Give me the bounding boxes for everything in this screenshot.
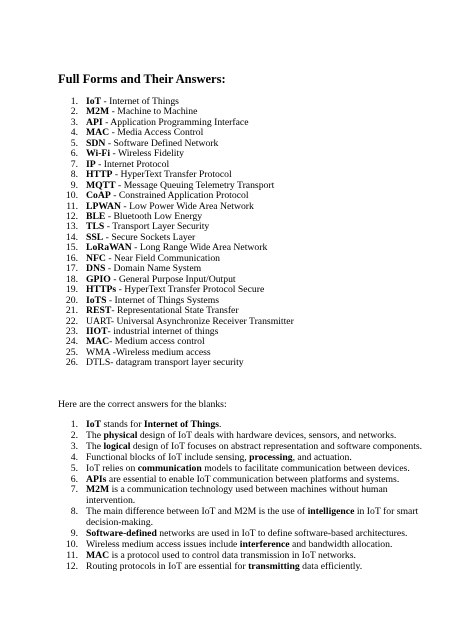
answer-keyword: IoT <box>86 419 102 430</box>
acronym-term: DNS <box>86 263 106 275</box>
expansion-text: Wireless Fidelity <box>117 148 185 160</box>
list-number: 23. <box>65 325 78 337</box>
list-number: 24. <box>65 336 78 348</box>
acronym-term: LoRaWAN <box>86 242 132 254</box>
answer-keyword: physical <box>103 429 138 441</box>
full-forms-heading: Full Forms and Their Answers: <box>58 72 226 86</box>
answer-text: design of IoT deals with hardware devices, sensors, and networks. <box>137 429 397 441</box>
expansion-text: WMA -Wireless medium access <box>86 346 211 358</box>
list-number: 5. <box>70 137 78 149</box>
expansion-text: Application Programming Interface <box>110 116 249 128</box>
expansion-text: Software Defined Network <box>113 137 219 149</box>
expansion-text: General Purpose Input/Output <box>118 273 236 285</box>
answer-text: Functional blocks of IoT include sensing, <box>86 451 250 463</box>
separator: - <box>109 127 118 139</box>
expansion-text: Secure Sockets Layer <box>111 231 196 243</box>
list-number: 8. <box>70 506 78 518</box>
list-number: 3. <box>70 440 78 452</box>
list-number: 2. <box>70 106 78 118</box>
list-number: 2. <box>70 429 78 441</box>
answer-item <box>58 507 428 529</box>
expansion-text: Message Queuing Telemetry Transport <box>123 179 275 191</box>
acronym-term: CoAP <box>86 190 111 202</box>
acronym-term: LPWAN <box>86 200 121 212</box>
answer-keyword: communication <box>137 462 202 474</box>
expansion-text: Transport Layer Security <box>112 221 210 233</box>
answer-text: in IoT for smart decision-making. <box>86 506 419 529</box>
list-number: 22. <box>65 315 78 327</box>
list-number: 25. <box>65 346 78 358</box>
separator: - <box>102 116 111 128</box>
acronym-term: GPIO <box>86 273 111 285</box>
list-number: 9. <box>70 179 78 191</box>
separator: - <box>115 179 124 191</box>
acronym-term: IP <box>86 158 96 170</box>
list-number: 26. <box>65 357 78 369</box>
answer-text: Wireless medium access issues include <box>86 538 240 550</box>
expansion-text: Near Field Communication <box>114 252 221 264</box>
expansion-text: Internet Protocol <box>103 158 170 170</box>
expansion-text: Medium access control <box>114 336 205 348</box>
list-number: 16. <box>65 252 78 264</box>
expansion-text: Bluetooth Low Energy <box>113 210 203 222</box>
answer-keyword: Software-defined <box>86 528 157 540</box>
expansion-text: Internet of Things <box>109 96 179 107</box>
answer-keyword: M2M <box>86 484 110 496</box>
expansion-text: Media Access Control <box>117 127 204 139</box>
answer-item <box>58 485 428 507</box>
acronym-term: Wi-Fi <box>86 148 111 160</box>
list-number: 8. <box>70 169 78 181</box>
list-number: 10. <box>65 190 78 202</box>
expansion-text: HyperText Transfer Protocol Secure <box>124 284 265 296</box>
list-number: 11. <box>66 200 78 212</box>
list-number: 14. <box>65 231 78 243</box>
acronym-term: REST <box>86 305 112 317</box>
answer-text: The <box>86 440 104 452</box>
separator: - <box>110 148 118 160</box>
list-number: 4. <box>70 451 78 463</box>
list-number: 7. <box>70 158 78 170</box>
separator: - <box>109 106 118 118</box>
answer-text: data efficiently. <box>299 560 363 572</box>
separator: - <box>105 252 114 264</box>
acronym-term: API <box>86 116 103 128</box>
list-number: 17. <box>65 263 78 275</box>
separator: - <box>116 284 125 296</box>
answer-text: is a communication technology used between machines without human intervention. <box>86 484 388 507</box>
answer-keyword: processing <box>249 451 293 463</box>
answer-item <box>58 562 428 573</box>
expansion-text: Constrained Application Protocol <box>118 190 249 202</box>
acronym-term: NFC <box>86 252 106 264</box>
list-number: 12. <box>65 210 78 222</box>
expansion-text: Long Range Wide Area Network <box>139 242 268 254</box>
list-number: 1. <box>70 419 78 430</box>
answer-text: IoT relies on <box>86 462 138 474</box>
answer-text: stands for <box>101 419 144 430</box>
acronym-term: M2M <box>86 106 110 118</box>
answer-text: The <box>86 429 104 441</box>
separator: - <box>106 294 115 306</box>
list-number: 19. <box>65 284 78 296</box>
separator: - <box>120 200 130 212</box>
list-number: 11. <box>66 549 78 561</box>
acronym-term: IoT <box>86 96 102 107</box>
acronym-term: SSL <box>86 231 104 243</box>
separator: - <box>110 190 119 202</box>
list-number: 21. <box>65 305 78 317</box>
separator: - <box>105 210 114 222</box>
separator: - <box>110 273 119 285</box>
expansion-text: DTLS- datagram transport layer security <box>86 357 244 369</box>
answer-keyword: logical <box>103 440 131 452</box>
separator: - <box>105 263 114 275</box>
list-number: 18. <box>65 273 78 285</box>
separator: - <box>109 336 115 348</box>
full-form-item <box>58 358 458 368</box>
expansion-text: HyperText Transfer Protocol <box>120 169 232 181</box>
separator: - <box>107 325 114 337</box>
acronym-term: HTTP <box>86 169 113 181</box>
acronym-term: SDN <box>86 137 106 149</box>
expansion-text: Machine to Machine <box>117 106 198 118</box>
list-number: 15. <box>65 242 78 254</box>
answer-text: models to facilitate communication between devices. <box>201 462 410 474</box>
acronym-term: IoTS <box>86 294 107 306</box>
answer-text: and bandwidth allocation. <box>289 538 393 550</box>
list-number: 1. <box>70 96 78 107</box>
expansion-text: industrial internet of things <box>113 325 219 337</box>
answers-list <box>58 420 428 573</box>
separator: - <box>104 221 113 233</box>
answer-text: , and actuation. <box>292 451 352 463</box>
answer-text: Routing protocols in IoT are essential for <box>86 560 249 572</box>
list-number: 10. <box>65 538 78 550</box>
answer-text: are essential to enable IoT communication between platforms and systems. <box>106 473 400 485</box>
answers-intro: Here are the correct answers for the blanks: <box>58 399 227 410</box>
answer-text: . <box>219 419 222 430</box>
answer-text: design of IoT focuses on abstract representation and software components. <box>130 440 423 452</box>
separator: - <box>103 231 112 243</box>
acronym-term: MQTT <box>86 179 116 191</box>
answer-keyword: APIs <box>86 473 107 485</box>
separator: - <box>95 158 104 170</box>
list-number: 20. <box>65 294 78 306</box>
list-number: 6. <box>70 148 78 160</box>
list-number: 6. <box>70 473 78 485</box>
list-number: 7. <box>70 484 78 496</box>
expansion-text: Representational State Transfer <box>116 305 239 317</box>
expansion-text: Internet of Things Systems <box>114 294 220 306</box>
answer-text: networks are used in IoT to define software-based architectures. <box>156 528 408 540</box>
answer-keyword: MAC <box>86 549 110 561</box>
acronym-term: HTTPs <box>86 284 117 296</box>
list-number: 9. <box>70 528 78 540</box>
answer-text: The main difference between IoT and M2M is the use of <box>86 506 308 518</box>
list-number: 4. <box>70 127 78 139</box>
answer-keyword: intelligence <box>307 506 355 518</box>
answer-keyword: Internet of Things <box>143 419 220 430</box>
acronym-term: IIOT <box>86 325 108 337</box>
list-number: 12. <box>65 560 78 572</box>
acronym-term: BLE <box>86 210 106 222</box>
separator: - <box>131 242 140 254</box>
acronym-term: TLS <box>86 221 105 233</box>
list-number: 3. <box>70 116 78 128</box>
separator: - <box>112 169 121 181</box>
separator: - <box>111 305 117 317</box>
separator: - <box>105 137 114 149</box>
expansion-text: UART- Universal Asynchronize Receiver Transmitter <box>86 315 294 327</box>
list-number: 5. <box>70 462 78 474</box>
list-number: 13. <box>65 221 78 233</box>
separator: - <box>101 96 110 107</box>
answer-text: is a protocol used to control data transmission in IoT networks. <box>109 549 356 561</box>
expansion-text: Domain Name System <box>113 263 202 275</box>
acronym-term: MAC <box>86 127 110 139</box>
acronym-term: MAC <box>86 336 110 348</box>
expansion-text: Low Power Wide Area Network <box>129 200 254 212</box>
answer-keyword: interference <box>239 538 290 550</box>
full-forms-list <box>58 97 458 369</box>
answer-keyword: transmitting <box>248 560 300 572</box>
